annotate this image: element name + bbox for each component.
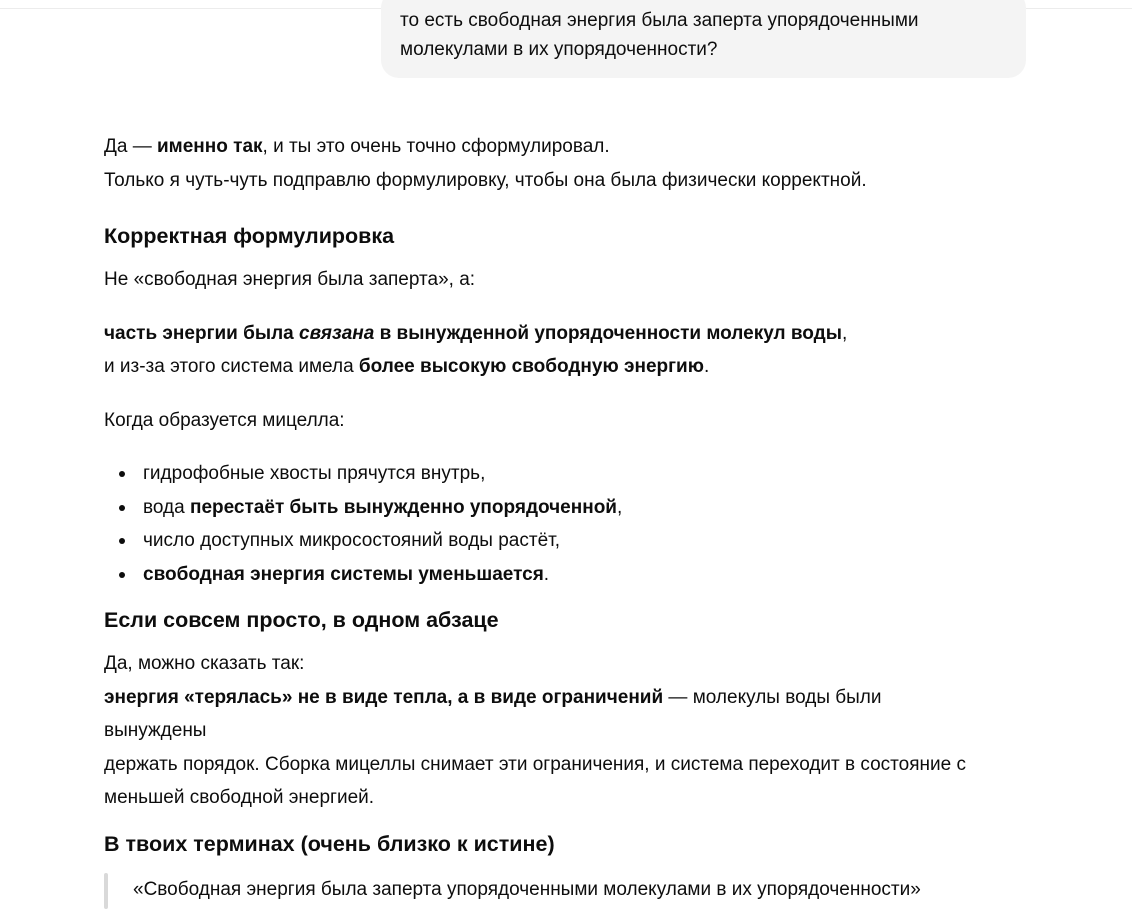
paragraph-micelle-forms: Когда образуется мицелла: xyxy=(104,409,345,431)
assistant-message xyxy=(104,130,984,906)
section-heading-your-terms: В твоих терминах (очень близко к истине) xyxy=(104,831,555,856)
paragraph-energy-lost: энергия «терялась» не в виде тепла, а в виде ограничений — молекулы воды были вынуждены xyxy=(104,686,882,741)
section-heading-simple: Если совсем просто, в одном абзаце xyxy=(104,608,499,632)
paragraph-higher-free-energy: и из-за этого система имела более высокую свободную энергию. xyxy=(104,356,710,377)
user-message-line: то есть свободная энергия была заперта упорядоченными xyxy=(400,10,919,31)
paragraph-can-say: Да, можно сказать так: xyxy=(104,653,305,674)
user-message-bubble xyxy=(381,0,1026,78)
paragraph-energy-lost-cont: держать порядок. Сборка мицеллы снимает эти ограничения, и система переходит в состояние с xyxy=(104,753,966,775)
list-item: вода перестаёт быть вынужденно упорядоченной, xyxy=(143,491,984,525)
paragraph-energy-lost-end: меньшей свободной энергией. xyxy=(104,787,375,808)
intro-line-1: Да — именно так, и ты это очень точно сформулировал. xyxy=(104,136,610,157)
bullet-list xyxy=(104,457,984,591)
list-item: гидрофобные хвосты прячутся внутрь, xyxy=(143,457,984,491)
paragraph-energy-bound: часть энергии была связана в вынужденной упорядоченности молекул воды, xyxy=(104,322,848,344)
blockquote-bar xyxy=(104,873,108,909)
list-item: число доступных микросостояний воды растёт, xyxy=(143,524,984,558)
section-heading-correct-wording: Корректная формулировка xyxy=(104,224,395,248)
intro-line-2: Только я чуть-чуть подправлю формулировку, чтобы она была физически корректной. xyxy=(104,169,867,191)
list-item: свободная энергия системы уменьшается. xyxy=(143,558,984,592)
blockquote xyxy=(104,873,984,906)
paragraph-not-locked: Не «свободная энергия была заперта», а: xyxy=(104,269,476,290)
user-message-line: молекулами в их упорядоченности? xyxy=(400,39,718,60)
blockquote-text: «Свободная энергия была заперта упорядоченными молекулами в их упорядоченности» xyxy=(133,878,921,900)
